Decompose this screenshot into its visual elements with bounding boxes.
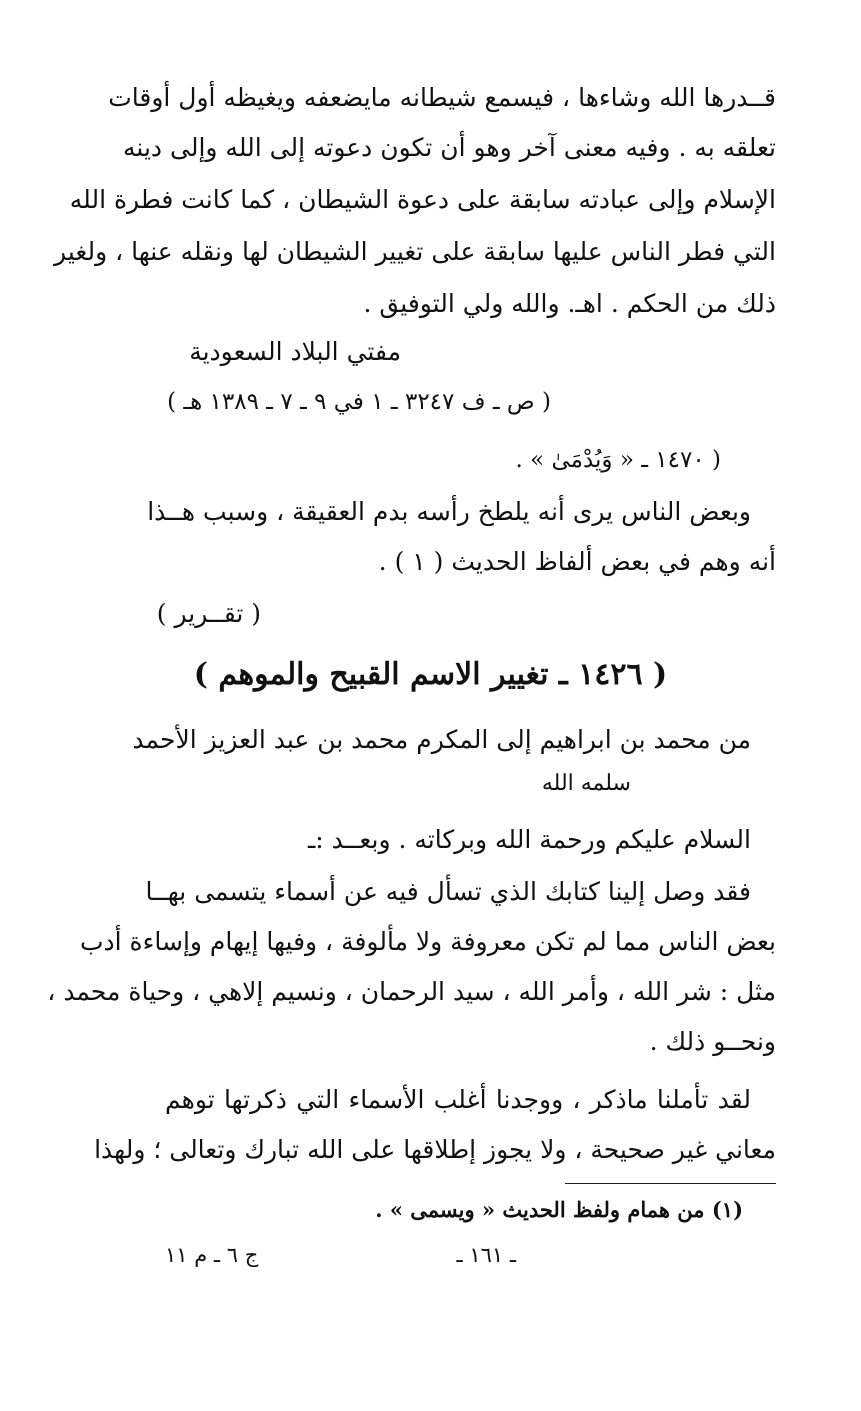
paragraph-3-line-1: فقد وصل إلينا كتابك الذي تسأل فيه عن أسماء يتسمى بهــا — [145, 877, 751, 906]
body-line-4: التي فطر الناس عليها سابقة على تغيير الشيطان لها ونقله عنها ، ولغير — [54, 237, 776, 266]
reference-line: ( ص ـ ف ٣٢٤٧ ـ ١ في ٩ ـ ٧ ـ ١٣٨٩ هـ ) — [167, 389, 551, 415]
signature: مفتي البلاد السعودية — [189, 337, 401, 366]
letter-from: من محمد بن ابراهيم إلى المكرم محمد بن عبد العزيز الأحمد — [132, 725, 751, 754]
paragraph-3-line-2: بعض الناس مما لم تكن معروفة ولا مألوفة ، وفيها إيهام وإساءة أدب — [79, 927, 776, 956]
footnote: (١) من همام ولفظ الحديث « ويسمى » . — [375, 1197, 743, 1222]
body-line-2: تعلقه به . وفيه معنى آخر وهو أن تكون دعوته إلى الله وإلى دينه — [123, 133, 776, 162]
body-line-3: الإسلام وإلى عبادته سابقة على دعوة الشيطان ، كما كانت فطرة الله — [69, 185, 776, 214]
letter-salute: سلمه الله — [541, 771, 631, 796]
paragraph-2-line-2: أنه وهم في بعض ألفاظ الحديث ( ١ ) . — [378, 547, 776, 576]
body-line-5: ذلك من الحكم . اهـ. والله ولي التوفيق . — [363, 289, 776, 318]
greeting: السلام عليكم ورحمة الله وبركاته . وبعــد :ـ — [307, 825, 751, 854]
section-heading: ( ١٤٢٦ ـ تغيير الاسم القبيح والموهم ) — [193, 657, 668, 692]
item-1470: ( ١٤٧٠ ـ « وَيُدْمَىٰ » . — [515, 447, 721, 473]
paragraph-2-line-1: وبعض الناس يرى أنه يلطخ رأسه بدم العقيقة ، وسبب هــذا — [147, 497, 751, 526]
paragraph-4-line-2: معاني غير صحيحة ، ولا يجوز إطلاقها على الله تبارك وتعالى ؛ ولهذا — [94, 1135, 776, 1164]
paragraph-3-line-3: مثل : شر الله ، وأمر الله ، سيد الرحمان ، ونسيم إلاهي ، وحياة محمد ، — [47, 977, 776, 1006]
body-line-1: قــدرها الله وشاءها ، فيسمع شيطانه مايضعفه ويغيظه أول أوقات — [108, 83, 776, 112]
paragraph-3-line-4: ونحــو ذلك . — [649, 1027, 776, 1056]
paragraph-4-line-1: لقد تأملنا ماذكر ، ووجدنا أغلب الأسماء التي ذكرتها توهم — [165, 1085, 751, 1114]
footnote-divider — [565, 1183, 776, 1184]
volume-mark: ج ٦ ـ م ١١ — [165, 1243, 259, 1267]
page-number: ـ ١٦١ ـ — [456, 1243, 516, 1267]
taqrir-label: ( تقــرير ) — [156, 599, 261, 628]
